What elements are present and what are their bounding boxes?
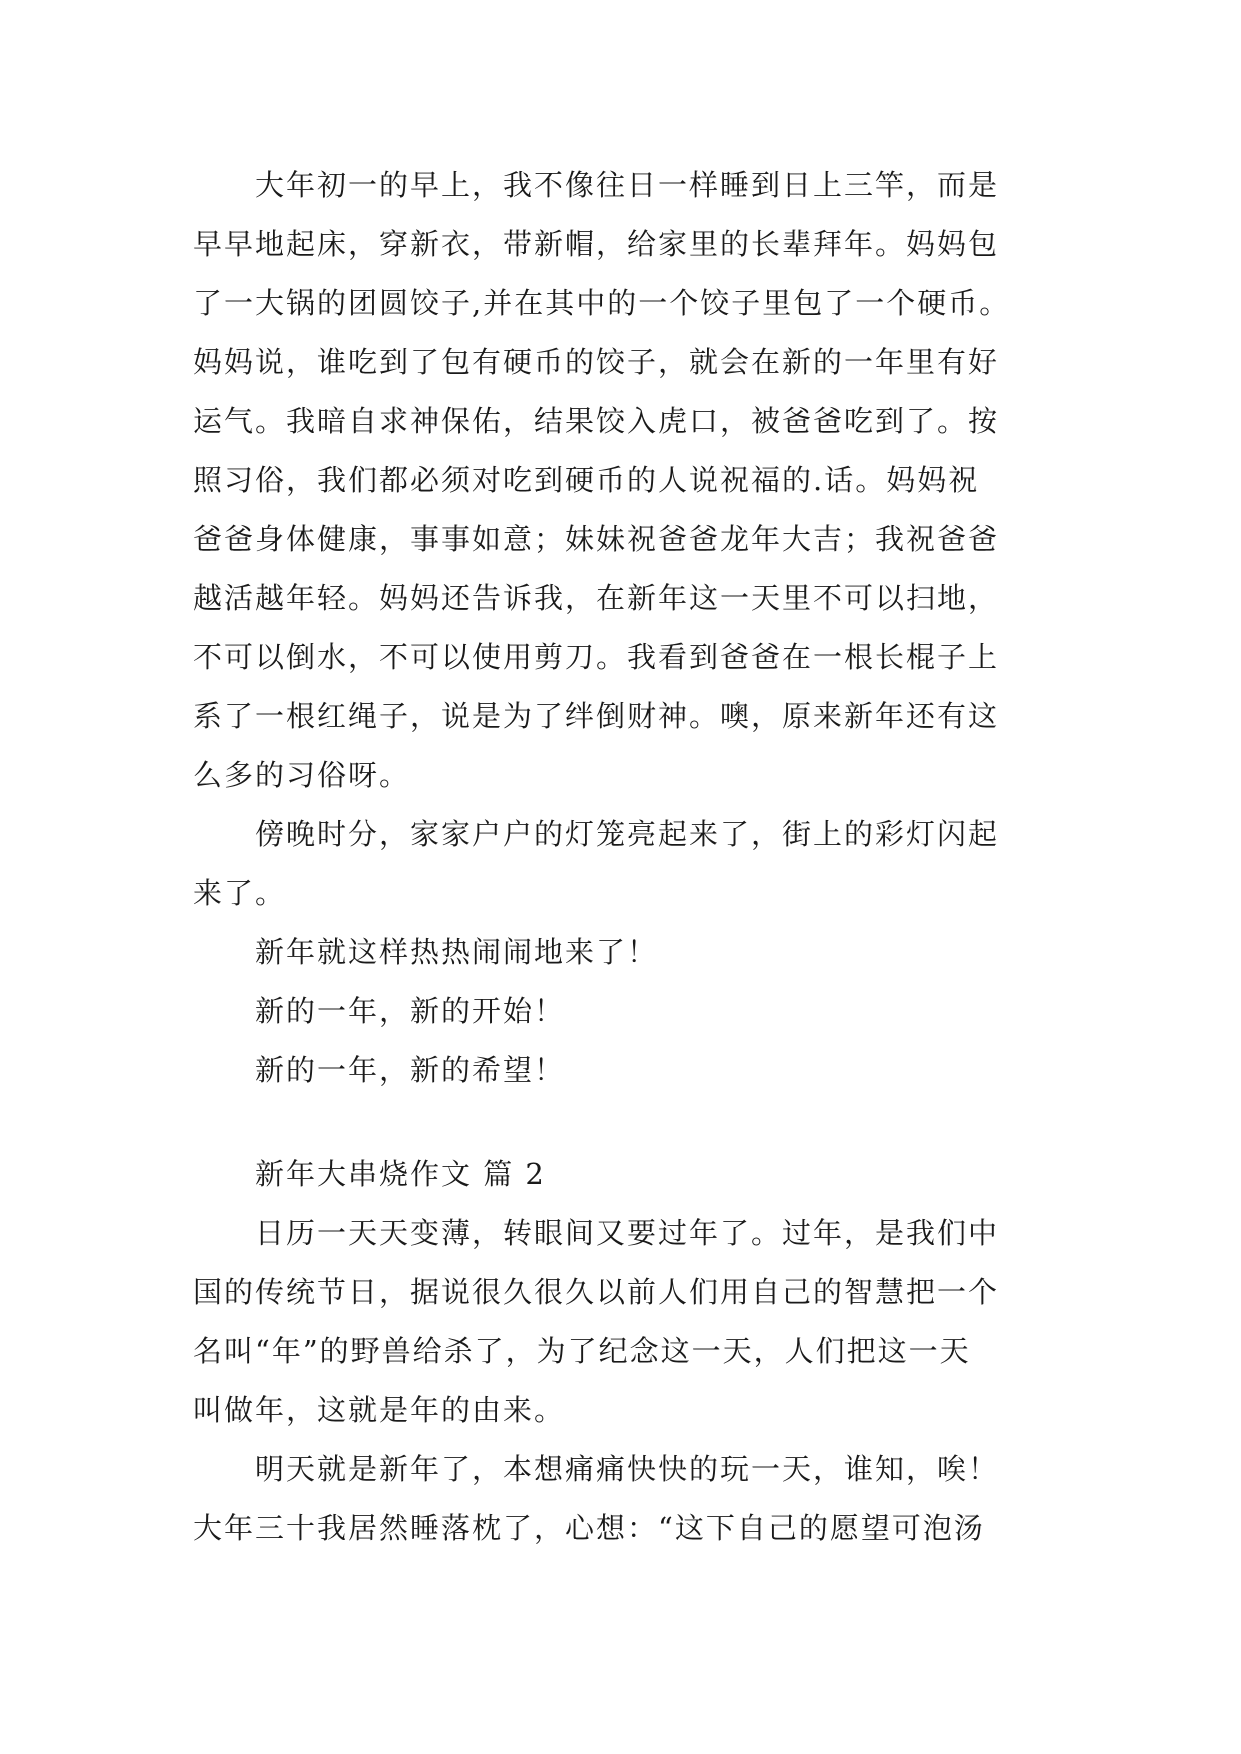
paragraph-line: 大年初一的早上，我不像往日一样睡到日上三竿，而是 <box>255 168 1000 202</box>
paragraph-line: 国的传统节日，据说很久很久以前人们用自己的智慧把一个 <box>193 1275 1000 1309</box>
paragraph-line: 新的一年，新的开始！ <box>255 994 566 1028</box>
paragraph-line: 照习俗，我们都必须对吃到硬币的人说祝福的.话。妈妈祝 <box>193 463 980 497</box>
paragraph-line: 来了。 <box>193 876 287 910</box>
paragraph-line: 大年三十我居然睡落枕了，心想：“这下自己的愿望可泡汤 <box>193 1511 985 1545</box>
paragraph-line: 叫做年，这就是年的由来。 <box>193 1393 566 1427</box>
paragraph-line: 新年就这样热热闹闹地来了！ <box>255 935 659 969</box>
paragraph-line: 越活越年轻。妈妈还告诉我，在新年这一天里不可以扫地， <box>193 581 1000 615</box>
paragraph-line: 了一大锅的团圆饺子,并在其中的一个饺子里包了一个硬币。 <box>193 286 1011 320</box>
paragraph-line: 不可以倒水，不可以使用剪刀。我看到爸爸在一根长棍子上 <box>193 640 1000 674</box>
paragraph-line: 么多的习俗呀。 <box>193 758 411 792</box>
paragraph-line: 日历一天天变薄，转眼间又要过年了。过年，是我们中 <box>255 1216 1000 1250</box>
paragraph-line: 名叫“年”的野兽给杀了，为了纪念这一天，人们把这一天 <box>193 1334 971 1368</box>
paragraph-line: 妈妈说，谁吃到了包有硬币的饺子，就会在新的一年里有好 <box>193 345 1000 379</box>
paragraph-line: 早早地起床，穿新衣，带新帽，给家里的长辈拜年。妈妈包 <box>193 227 1000 261</box>
section-heading: 新年大串烧作文 篇 2 <box>255 1157 546 1191</box>
paragraph-line: 爸爸身体健康，事事如意；妹妹祝爸爸龙年大吉；我祝爸爸 <box>193 522 1000 556</box>
paragraph-line: 傍晚时分，家家户户的灯笼亮起来了，街上的彩灯闪起 <box>255 817 1000 851</box>
paragraph-line: 系了一根红绳子，说是为了绊倒财神。噢，原来新年还有这 <box>193 699 1000 733</box>
paragraph-line: 新的一年，新的希望！ <box>255 1053 566 1087</box>
paragraph-line: 明天就是新年了，本想痛痛快快的玩一天，谁知，唉！ <box>255 1452 1000 1486</box>
paragraph-line: 运气。我暗自求神保佑，结果饺入虎口，被爸爸吃到了。按 <box>193 404 1000 438</box>
